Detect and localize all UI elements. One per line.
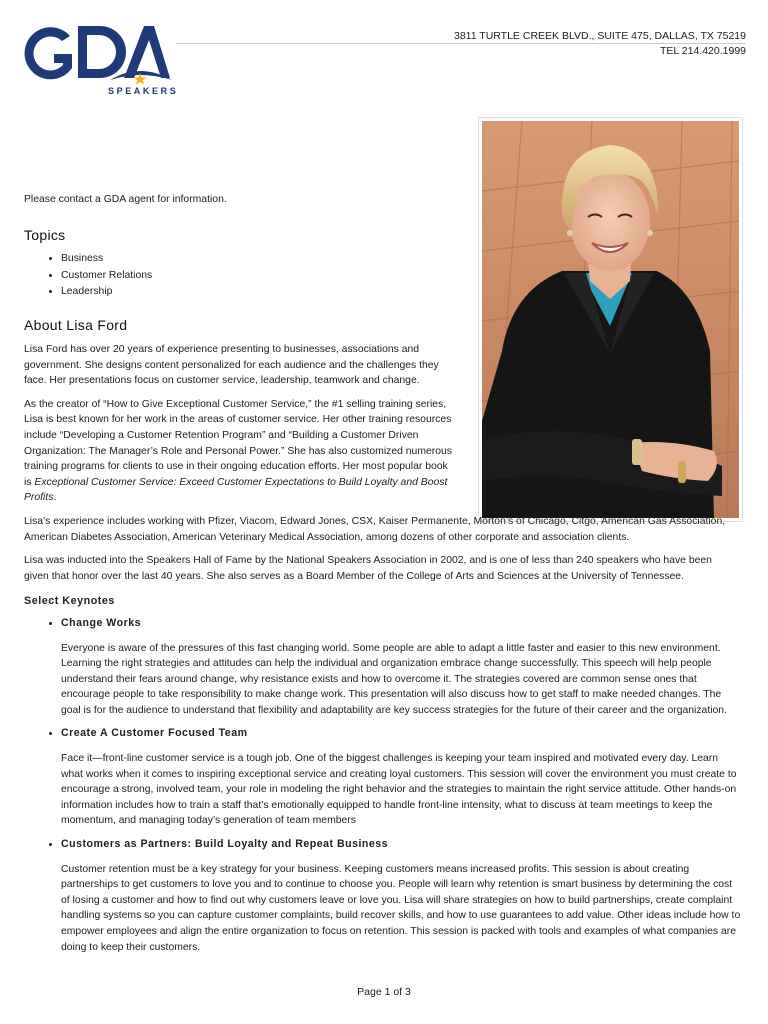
contact-header <box>454 29 746 59</box>
topic-item: • Customer Relations <box>61 268 744 284</box>
about-paragraph-3: Lisa’s experience includes working with Pfizer, Viacom, Edward Jones, CSX, Kaiser Permanente, Morton’s of Chicago, Citgo, American Gas Association, American Diabetes Association, American Veterinary Medical Association, among dozens of other corporate and association clients. <box>24 515 726 543</box>
keynotes-heading: Select Keynotes <box>24 595 115 608</box>
topics-heading: Topics <box>24 226 66 243</box>
contact-note: Please contact a GDA agent for information. <box>24 194 227 205</box>
keynote-description: Everyone is aware of the pressures of this fast changing world. Some people are able to adapt a little faster and easier to this new environment. Learning the right strategies and attitudes can help the individual and organization embrace change successfully. This speech will help people understand their fears around change, why resistance exists and how to overcome it. The strategies covered are common sense ones that encourage people to take responsibility to make change work. This presentation will also discuss how to get staff to make needed changes. The goal is for the audience to understand that flexibility and adaptability are key success strategies for the future of their career and the organization. <box>61 642 727 716</box>
keynote-item <box>61 726 744 829</box>
keynote-item <box>61 616 744 719</box>
keynote-title: • Create A Customer Focused Team <box>61 727 248 740</box>
logo-tagline: SPEAKERS <box>108 86 179 96</box>
about-heading: About Lisa Ford <box>24 317 128 334</box>
street-address: 3811 TURTLE CREEK BLVD., SUITE 475, DALLAS, TX 75219 <box>453 30 746 42</box>
keynote-title: • Customers as Partners: Build Loyalty and Repeat Business <box>61 838 389 851</box>
topic-item: • Business <box>61 251 744 267</box>
about-paragraph-4: Lisa was inducted into the Speakers Hall of Fame by the National Speakers Association in 2002, and is one of less than 240 speakers who have been given that honor over the last 40 years. She also serves as a Board Member of the College of Arts and Sciences at the University of Tennessee. <box>24 555 712 582</box>
profile-content <box>24 192 744 963</box>
about-paragraph-2-end: . <box>53 492 57 504</box>
keynote-item <box>61 837 744 955</box>
page-number: Page 1 of 3 <box>357 986 411 998</box>
about-paragraph-1: Lisa Ford has over 20 years of experience presenting to businesses, associations and government. She designs content personalized for each audience and the challenges they face. Her presentations focus on customer service, leadership, teamwork and change. <box>24 344 439 387</box>
topic-item: • Leadership <box>61 284 744 300</box>
topics-list <box>24 251 744 300</box>
keynote-title: • Change Works <box>61 616 141 629</box>
phone-number: TEL 214.420.1999 <box>659 45 746 57</box>
about-paragraph-2-text: As the creator of “How to Give Exceptional Customer Service,” the #1 selling training series, Lisa is best known for her work in the areas of customer service. Her other training resources include “Developing a Customer Retention Program” and “Building a Customer Driven Organization: The Manager’s Role and Personal Power.” She has also customized numerous training programs for clients to use in their ongoing education efforts. Her most popular book is <box>24 398 452 488</box>
keynote-description: Customer retention must be a key strategy for your business. Keeping customers means increased profits. This session is about creating partnerships to get customers to love you and to continue to choose you. People will learn why retention is smart business by determining the cost of losing a customer and how to find out why customers leave or love you. Lisa will share strategies on how to build partnerships, create complaint handling systems so you can capture customer complaints, build recover skills, and how to use guarantees to add value. Other ideas include how to empower employees and align the entire organization to focus on retention. This session is packed with tools and examples of what companies are doing to keep their customers. <box>61 863 741 953</box>
keynotes-list <box>24 616 744 955</box>
about-paragraph-2 <box>24 397 456 506</box>
book-title: Exceptional Customer Service: Exceed Customer Expectations to Build Loyalty and Boost Profits <box>24 476 448 504</box>
keynote-description: Face it—front-line customer service is a tough job. One of the biggest challenges is keeping your team inspired and motivated every day. Learn what works when it comes to inspiring exceptional service and creating loyal customers. This session will cover the environment you must create to encourage a strong, involved team, your role in modeling the right behavior and the strategies to maintain the right service attitude. Other hands-on information includes how to train a staff that’s emotionally equipped to handle front-line intensity, what to discuss at team meetings to keep the momentum, and managing today’s generation of team members <box>61 753 737 827</box>
